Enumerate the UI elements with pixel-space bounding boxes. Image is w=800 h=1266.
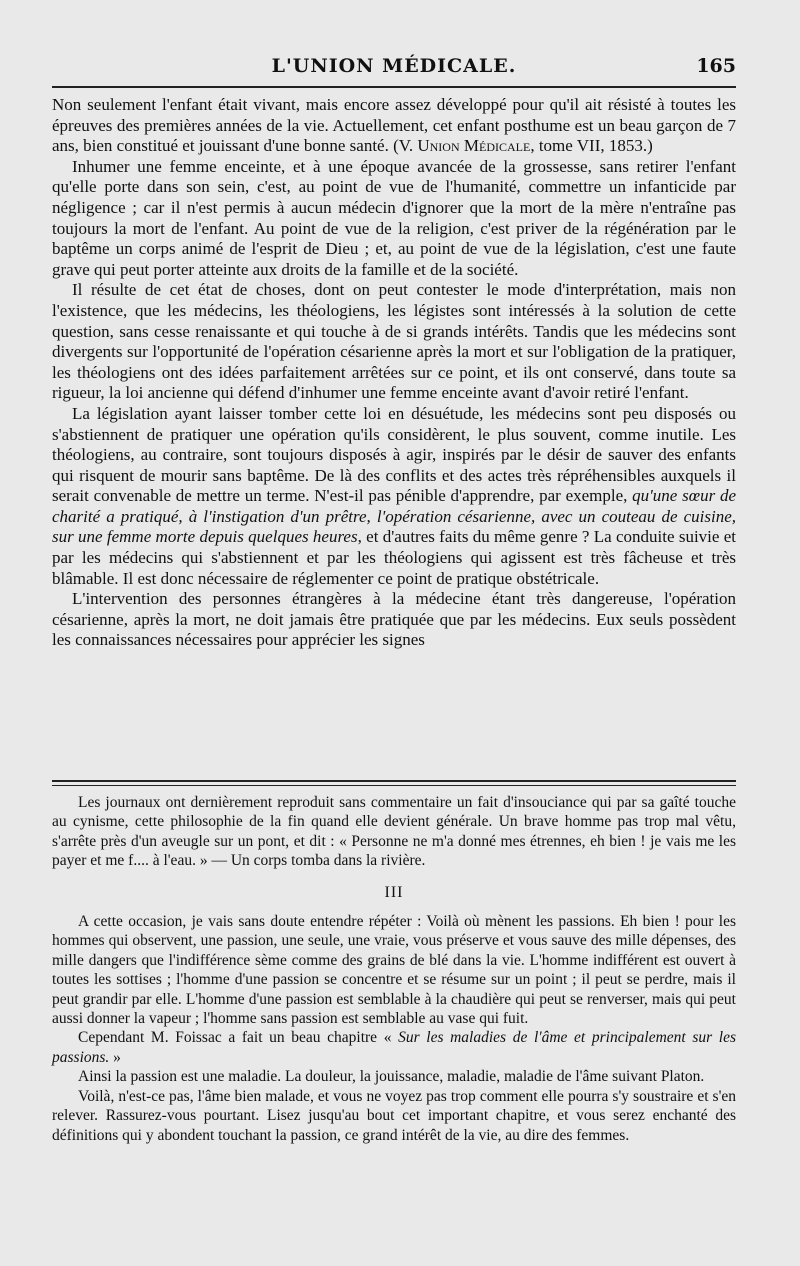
paragraph: Ainsi la passion est une maladie. La douleur, la jouissance, maladie, maladie de l'âme suivant Platon. xyxy=(78,1068,705,1086)
paragraph xyxy=(52,95,736,157)
page-header xyxy=(52,55,736,85)
paragraph: A cette occasion, je vais sans doute entendre répéter : Voilà où mènent les passions. Eh bien ! pour les hommes qui observent, une passion, une seule, une vraie, vous préserve et vous sauve des mille dépenses, des mille dangers que l'indifférence sème comme des grains de blé dans la vie. L'homme indifférent est ouvert à toutes les sottises ; l'homme d'une passion se concentre et se résume sur un point ; il peut se perdre, mais il peut grandir par elle. L'homme d'une passion est semblable à la chaudière qui peut se renverser, mais qui peut aussi donner la vapeur ; l'homme sans passion est semblable au vase qui fuit. xyxy=(52,913,736,1028)
feuilleton-text xyxy=(52,793,736,1145)
feuilleton-rule xyxy=(52,780,736,786)
header-rule xyxy=(52,86,736,88)
paragraph: Voilà, n'est-ce pas, l'âme bien malade, et vous ne voyez pas trop comment elle pourra s'y soustraire et s'en relever. Rassurez-vous pourtant. Lisez jusqu'au bout cet important chapitre, et vous serez enchanté des définitions qui y abondent touchant la passion, ce grand intérêt de la vie, au dire des femmes. xyxy=(52,1087,736,1144)
paragraph: Il résulte de cet état de choses, dont on peut contester le mode d'interprétation, mais non l'existence, que les médecins, les théologiens, les légistes sont intéressés à la solution de cette question, sans cesse renaissante et qui touche à de si grands intérêts. Tandis que les médecins sont divergents sur l'opportunité de l'opération césarienne après la mort et sur l'obligation de la pratiquer, les théologiens ont des idées parfaitement arrêtées sur ce point, et ils ont conservé, dans toute sa rigueur, la loi ancienne qui défend d'inhumer une femme enceinte avant d'avoir retiré l'enfant. xyxy=(52,280,736,403)
paragraph xyxy=(52,404,736,589)
text-run: La législation ayant laisser tomber cette loi en désuétude, les médecins sont peu disposés ou s'abstiennent de pratiquer une opération qu'ils considèrent, le plus souvent, comme inutile. Les théologiens, au contraire, sont toujours disposés à agir, inspirés par le désir de sauver des enfants qui risquent de mourir sans baptême. De là des conflits et des actes très répréhensibles auxquels il serait convenable de mettre un terme. N'est-il pas pénible d'apprendre, par exemple, xyxy=(52,403,736,506)
page-number: 165 xyxy=(696,55,736,77)
citation-journal: Union Médicale xyxy=(417,136,531,156)
section-number: III xyxy=(384,883,404,901)
text-run: Non seulement l'enfant était vivant, mais encore assez développé pour qu'il ait résisté à toutes les épreuves des premières années de la vie. Actuellement, cet enfant posthume est un beau garçon de 7 ans, bien constitué et jouissant d'une bonne santé. (V. xyxy=(52,95,736,156)
paragraph: L'intervention des personnes étrangères à la médecine étant très dangereuse, l'opération césarienne, après la mort, ne doit jamais être pratiquée que par les médecins. Eux seuls possèdent les connaissances nécessaires pour apprécier les signes xyxy=(52,589,736,650)
italic-quote: qu'une sœur de charité a pratiqué, à l'instigation d'un prêtre, l'opération césarienne, avec un couteau de cuisine, sur une femme morte depuis quelques heures xyxy=(52,486,736,547)
text-run: » xyxy=(109,1048,121,1066)
paragraph: Inhumer une femme enceinte, et à une époque avancée de la grossesse, sans retirer l'enfant qu'elle porte dans son sein, c'est, au point de vue de l'humanité, commettre un infanticide par négligence ; car il n'est permis à aucun médecin d'ignorer que la mort de la mère n'entraîne pas toujours la mort de l'enfant. Au point de vue de la religion, c'est priver de la régénération par le baptême un corps animé de l'esprit de Dieu ; et, au point de vue de la législation, c'est une faute grave qui peut porter atteinte aux droits de la famille et de la société. xyxy=(52,156,736,279)
paragraph xyxy=(52,1028,736,1067)
italic-title: Sur les maladies de l'âme et principalement sur les passions. xyxy=(52,1029,736,1066)
text-run: Cependant M. Foissac a fait un beau chapitre « xyxy=(78,1029,399,1047)
paragraph: Les journaux ont dernièrement reproduit sans commentaire un fait d'insouciance qui par sa gaîté touche au cynisme, cette philosophie de la fin quand elle devient générale. Un brave homme pas trop mal vêtu, s'arrête près d'un aveugle sur un pont, et dit : « Personne ne m'a donné mes étrennes, eh bien ! je vais me les payer et me f.... à l'eau. » — Un corps tomba dans la rivière. xyxy=(52,794,736,870)
text-run: , tome VII, 1853.) xyxy=(530,136,653,156)
text-run: , et d'autres faits du même genre ? La conduite suivie et par les médecins qui s'abstiennent et par les théologiens qui agissent est très fâcheuse et très blâmable. Il est donc nécessaire de réglementer ce point de pratique obstétricale. xyxy=(52,527,737,588)
running-title: L'UNION MÉDICALE. xyxy=(271,55,517,77)
main-text xyxy=(52,95,736,651)
